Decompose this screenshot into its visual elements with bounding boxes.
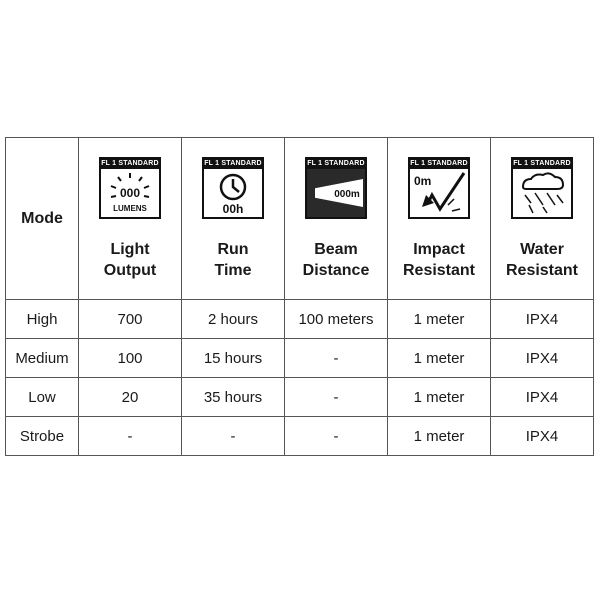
table-row (6, 378, 594, 417)
mode-cell: Low (6, 378, 79, 417)
impact-resistant-cell: 1 meter (388, 417, 491, 456)
table-row (6, 417, 594, 456)
mode-header: Mode (6, 138, 79, 300)
beam-distance-icon: FL 1 STANDARD 000m (305, 157, 367, 219)
light-output-icon: FL 1 STANDARD 000 LUMENS (99, 157, 161, 219)
beam-distance-cell: 100 meters (285, 300, 388, 339)
water-resistant-icon: FL 1 STANDARD (511, 157, 573, 219)
light-output-label: Light Output (103, 240, 157, 279)
svg-text:00h: 00h (222, 201, 244, 216)
svg-text:000: 000 (119, 185, 141, 200)
water-resistant-cell: IPX4 (491, 417, 594, 456)
run-time-cell: - (182, 417, 285, 456)
svg-text:000m: 000m (334, 188, 360, 200)
beam-distance-cell: - (285, 339, 388, 378)
mode-cell: Strobe (6, 417, 79, 456)
beam-distance-cell: - (285, 378, 388, 417)
mode-cell: Medium (6, 339, 79, 378)
beam-distance-header (285, 138, 388, 300)
run-time-label: Run Time (214, 240, 252, 279)
header-row (6, 138, 594, 300)
run-time-cell: 15 hours (182, 339, 285, 378)
water-resistant-header (491, 138, 594, 300)
beam-distance-cell: - (285, 417, 388, 456)
table-row (6, 339, 594, 378)
water-resistant-label: Water Resistant (505, 240, 579, 279)
water-resistant-cell: IPX4 (491, 339, 594, 378)
impact-resistant-icon: FL 1 STANDARD 0m (408, 157, 470, 219)
impact-resistant-cell: 1 meter (388, 339, 491, 378)
light-output-cell: 100 (79, 339, 182, 378)
spec-table (5, 137, 594, 456)
light-output-cell: 700 (79, 300, 182, 339)
svg-text:0m: 0m (414, 173, 432, 188)
impact-resistant-cell: 1 meter (388, 300, 491, 339)
water-resistant-cell: IPX4 (491, 300, 594, 339)
svg-text:LUMENS: LUMENS (113, 203, 147, 213)
beam-distance-label: Beam Distance (302, 240, 370, 279)
light-output-cell: - (79, 417, 182, 456)
table-row (6, 300, 594, 339)
run-time-icon: FL 1 STANDARD 00h (202, 157, 264, 219)
impact-resistant-header (388, 138, 491, 300)
mode-cell: High (6, 300, 79, 339)
light-output-header (79, 138, 182, 300)
water-resistant-cell: IPX4 (491, 378, 594, 417)
light-output-cell: 20 (79, 378, 182, 417)
run-time-cell: 2 hours (182, 300, 285, 339)
run-time-header (182, 138, 285, 300)
impact-resistant-cell: 1 meter (388, 378, 491, 417)
impact-resistant-label: Impact Resistant (402, 240, 476, 279)
run-time-cell: 35 hours (182, 378, 285, 417)
